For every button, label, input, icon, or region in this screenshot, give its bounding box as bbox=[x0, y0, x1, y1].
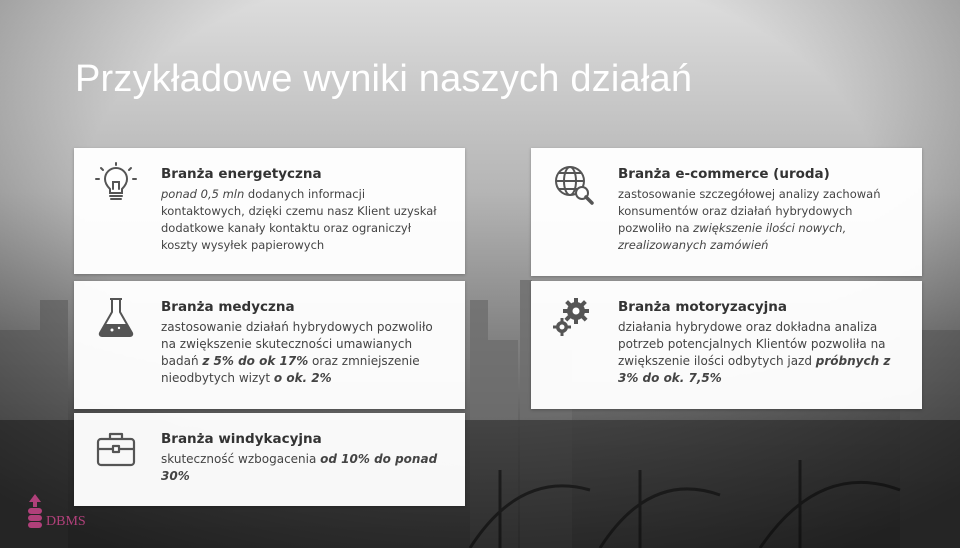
card-body-span: z 5% do ok 17% bbox=[202, 354, 309, 368]
card-heading: Branża medyczna bbox=[161, 299, 295, 315]
card-body-span: próbnych z 3% do ok. 7,5% bbox=[618, 354, 891, 385]
card-body bbox=[161, 186, 447, 254]
card-body-span: skuteczność wzbogacenia bbox=[161, 452, 321, 466]
briefcase-icon bbox=[94, 427, 138, 471]
card-heading: Branża windykacyjna bbox=[161, 431, 322, 447]
globe-magnifier-icon bbox=[551, 162, 595, 206]
card-body-span: zastosowanie szczegółowej analizy zachowań konsumentów oraz działań hybrydowych pozwoliło na bbox=[618, 187, 881, 235]
card-body-span: dodanych informacji kontaktowych, dzięki czemu nasz Klient uzyskał dodatkowe kanały kontaktu oraz ograniczył koszty wysyłek papierowych bbox=[161, 187, 437, 252]
lightbulb-icon bbox=[94, 162, 138, 206]
card-heading: Branża energetyczna bbox=[161, 166, 322, 182]
card-energy bbox=[74, 148, 465, 274]
card-automotive bbox=[531, 281, 922, 409]
card-body-span: o ok. 2% bbox=[273, 371, 332, 385]
card-body-span: ponad 0,5 mln bbox=[161, 187, 245, 201]
card-body-span: oraz zmniejszenie nieodbytych wizyt bbox=[161, 354, 420, 385]
logo-text: DBMS bbox=[46, 514, 86, 529]
dbms-logo bbox=[20, 492, 100, 532]
lab-flask-icon bbox=[94, 295, 138, 339]
card-body-span: zastosowanie działań hybrydowych pozwoliło na zwiększenie skuteczności umawianych badań bbox=[161, 320, 433, 368]
card-body bbox=[161, 319, 447, 387]
card-heading: Branża e-commerce (uroda) bbox=[618, 166, 830, 182]
card-debt-collection bbox=[74, 413, 465, 506]
card-body-span: działania hybrydowe oraz dokładna analiza potrzeb potencjalnych Klientów pozwoliła na zwiększenie ilości odbytych jazd bbox=[618, 320, 886, 368]
page-title: Przykładowe wyniki naszych działań bbox=[75, 58, 693, 100]
card-ecommerce bbox=[531, 148, 922, 276]
gears-icon bbox=[551, 295, 595, 339]
card-medical bbox=[74, 281, 465, 409]
card-body bbox=[161, 451, 447, 485]
card-body bbox=[618, 186, 904, 254]
card-heading: Branża motoryzacyjna bbox=[618, 299, 787, 315]
card-body-span: od 10% do ponad 30% bbox=[161, 452, 438, 483]
card-body bbox=[618, 319, 904, 387]
card-body-span: zwiększenie ilości nowych, zrealizowanych zamówień bbox=[618, 221, 847, 252]
